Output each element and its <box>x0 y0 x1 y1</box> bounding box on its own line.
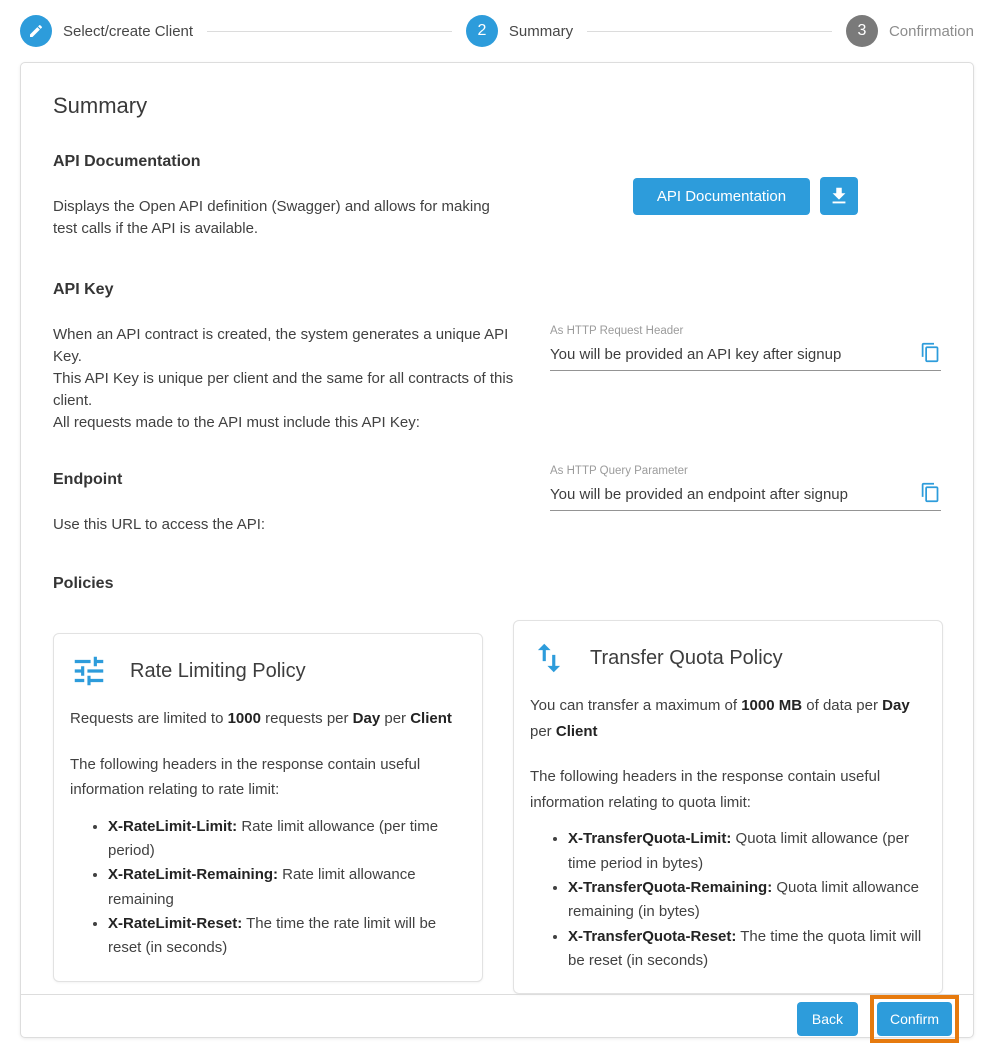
api-key-description: When an API contract is created, the system generates a unique API Key. This API Key is unique per client and the same for all contracts of this client. All requests made to the API must include this API Key: <box>53 325 514 431</box>
download-button[interactable] <box>820 177 858 215</box>
step-1-label: Select/create Client <box>63 22 194 40</box>
rate-limiting-header-list: • X-RateLimit-Limit: Rate limit allowance (per time period) • X-RateLimit-Remaining: Rate limit allowance remaining • X-RateLimit-Reset: The time the rate limit will be reset (in seconds) <box>70 815 466 961</box>
api-key-section <box>53 281 941 434</box>
api-documentation-buttons <box>550 177 941 215</box>
confirm-button[interactable]: Confirm <box>877 1002 952 1036</box>
copy-icon <box>920 482 941 503</box>
endpoint-description: Use this URL to access the API: <box>53 515 266 533</box>
wizard-stepper <box>0 0 994 62</box>
pencil-icon <box>28 23 44 39</box>
endpoint-field-wrap <box>550 464 941 536</box>
endpoint-field <box>550 482 941 511</box>
back-button[interactable]: Back <box>797 1002 858 1036</box>
summary-card <box>20 62 974 1038</box>
wizard-footer <box>21 994 973 1043</box>
transfer-quota-policy-title: Transfer Quota Policy <box>590 646 783 669</box>
api-documentation-description: Displays the Open API definition (Swagger) and allows for making test calls if the API is available. <box>53 198 490 237</box>
step-summary[interactable] <box>466 15 573 47</box>
step-2-number: 2 <box>477 22 487 39</box>
step-2-circle <box>466 15 498 47</box>
transfer-quota-policy-card <box>513 620 943 994</box>
stepper-connector <box>587 31 832 32</box>
api-key-value: You will be provided an API key after signup <box>550 345 842 363</box>
rate-limiting-summary: Requests are limited to 1000 requests per Day per Client <box>70 710 452 728</box>
api-key-text <box>53 281 515 434</box>
page-title: Summary <box>53 93 148 118</box>
api-key-heading: API Key <box>53 280 114 298</box>
rate-limiting-policy-card <box>53 633 483 981</box>
step-2-label: Summary <box>508 22 574 40</box>
download-icon <box>828 185 850 207</box>
step-select-create-client[interactable] <box>20 15 193 47</box>
endpoint-heading: Endpoint <box>53 470 123 488</box>
summary-card-body <box>21 63 973 994</box>
transfer-quota-summary: You can transfer a maximum of 1000 MB of data per Day per Client <box>530 697 910 740</box>
endpoint-text <box>53 471 515 536</box>
endpoint-field-label: As HTTP Query Parameter <box>550 464 688 477</box>
policies-row <box>53 620 941 994</box>
step-3-number: 3 <box>857 22 867 39</box>
transfer-quota-header-list: • X-TransferQuota-Limit: Quota limit allowance (per time period in bytes) • X-TransferQuota-Remaining: Quota limit allowance remaining (in bytes) • X-TransferQuota-Reset: The time the quota limit will be reset (in seconds) <box>530 827 926 973</box>
copy-icon <box>920 342 941 363</box>
endpoint-section <box>53 464 941 536</box>
api-key-field-label: As HTTP Request Header <box>550 324 684 337</box>
stepper-connector <box>207 31 452 32</box>
step-3-circle <box>846 15 878 47</box>
policies-heading: Policies <box>53 575 114 593</box>
api-documentation-actions <box>550 153 941 240</box>
api-documentation-heading: API Documentation <box>53 153 201 170</box>
step-1-circle <box>20 15 52 47</box>
api-key-field <box>550 342 941 371</box>
api-key-field-wrap <box>550 281 941 434</box>
rate-limiting-info: The following headers in the response contain useful information relating to rate limit: <box>70 755 421 799</box>
endpoint-value: You will be provided an endpoint after signup <box>550 485 848 503</box>
copy-endpoint-button[interactable] <box>920 482 941 503</box>
tune-sliders-icon <box>70 652 108 690</box>
confirm-highlight-outline <box>870 995 959 1043</box>
api-documentation-section <box>53 153 941 240</box>
transfer-quota-info: The following headers in the response contain useful information relating to quota limit: <box>530 768 881 811</box>
copy-api-key-button[interactable] <box>920 342 941 363</box>
api-documentation-text <box>53 153 515 240</box>
api-documentation-button[interactable]: API Documentation <box>633 178 810 215</box>
step-3-label: Confirmation <box>888 22 974 40</box>
step-confirmation[interactable] <box>846 15 974 47</box>
rate-limiting-policy-title: Rate Limiting Policy <box>130 659 306 682</box>
swap-vertical-icon <box>530 639 568 677</box>
